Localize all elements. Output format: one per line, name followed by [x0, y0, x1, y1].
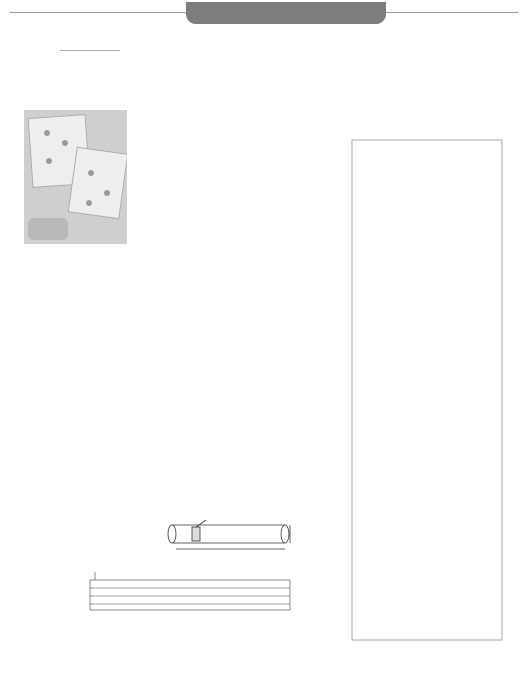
band-diagram: [90, 572, 290, 610]
ring-sketch: [168, 520, 290, 549]
